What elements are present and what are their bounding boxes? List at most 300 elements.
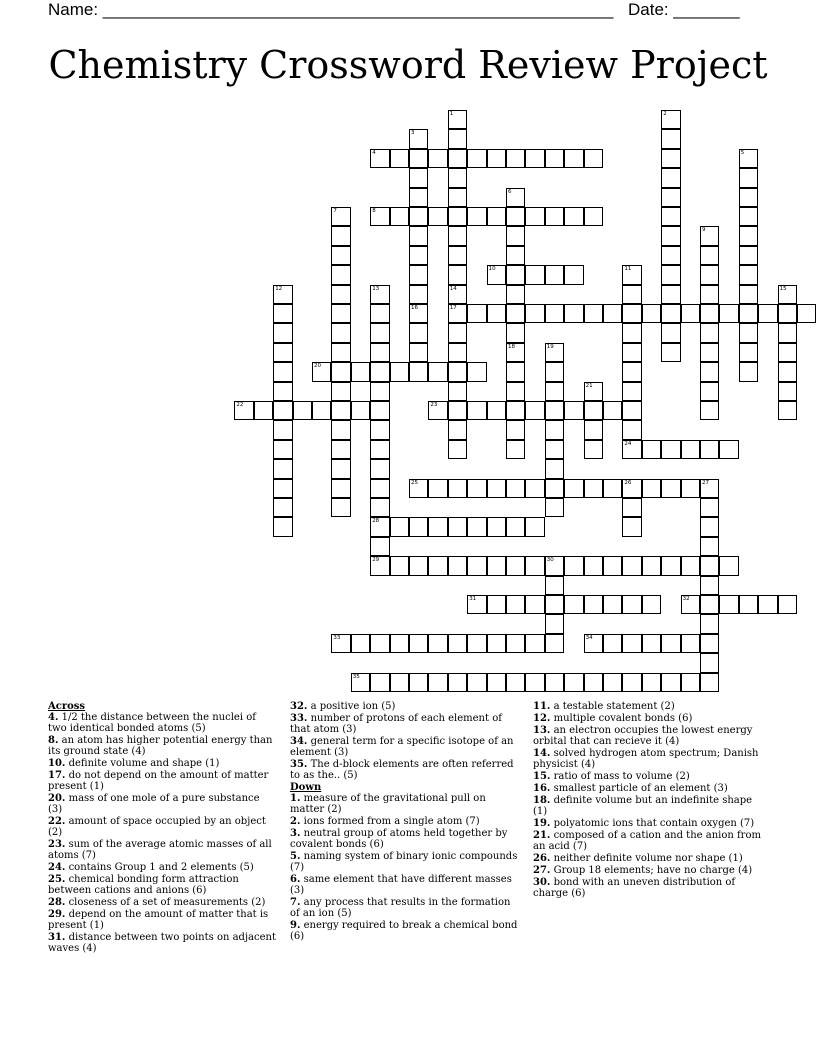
grid-cell[interactable]: [700, 304, 719, 323]
grid-cell[interactable]: [584, 556, 603, 575]
grid-cell[interactable]: [506, 420, 525, 439]
grid-cell[interactable]: [700, 498, 719, 517]
grid-cell[interactable]: [603, 479, 622, 498]
grid-cell[interactable]: [390, 556, 409, 575]
grid-cell[interactable]: [448, 440, 467, 459]
grid-cell[interactable]: [448, 343, 467, 362]
grid-cell[interactable]: [739, 188, 758, 207]
grid-cell[interactable]: [622, 382, 641, 401]
grid-cell[interactable]: [700, 401, 719, 420]
grid-cell[interactable]: [467, 517, 486, 536]
grid-cell[interactable]: [661, 207, 680, 226]
grid-cell[interactable]: [622, 517, 641, 536]
grid-cell[interactable]: [700, 614, 719, 633]
grid-cell[interactable]: [564, 401, 583, 420]
grid-cell[interactable]: [409, 634, 428, 653]
grid-cell[interactable]: [331, 401, 350, 420]
grid-cell[interactable]: [564, 595, 583, 614]
grid-cell[interactable]: [661, 246, 680, 265]
grid-cell[interactable]: [700, 440, 719, 459]
grid-cell[interactable]: [331, 304, 350, 323]
grid-cell[interactable]: [642, 595, 661, 614]
grid-cell[interactable]: [409, 343, 428, 362]
grid-cell[interactable]: [370, 343, 389, 362]
grid-cell[interactable]: [370, 382, 389, 401]
grid-cell[interactable]: [331, 246, 350, 265]
grid-cell[interactable]: [370, 149, 389, 168]
grid-cell[interactable]: [506, 517, 525, 536]
grid-cell[interactable]: [506, 285, 525, 304]
grid-cell[interactable]: [448, 265, 467, 284]
grid-cell[interactable]: [370, 323, 389, 342]
grid-cell[interactable]: [661, 440, 680, 459]
grid-cell[interactable]: [584, 207, 603, 226]
grid-cell[interactable]: [331, 459, 350, 478]
grid-cell[interactable]: [545, 265, 564, 284]
grid-cell[interactable]: [409, 149, 428, 168]
grid-cell[interactable]: [564, 673, 583, 692]
grid-cell[interactable]: [622, 343, 641, 362]
grid-cell[interactable]: [273, 285, 292, 304]
grid-cell[interactable]: [234, 401, 253, 420]
grid-cell[interactable]: [545, 479, 564, 498]
grid-cell[interactable]: [487, 517, 506, 536]
grid-cell[interactable]: [506, 634, 525, 653]
grid-cell[interactable]: [351, 362, 370, 381]
grid-cell[interactable]: [661, 323, 680, 342]
grid-cell[interactable]: [739, 362, 758, 381]
grid-cell[interactable]: [370, 673, 389, 692]
grid-cell[interactable]: [661, 188, 680, 207]
grid-cell[interactable]: [331, 440, 350, 459]
grid-cell[interactable]: [545, 343, 564, 362]
grid-cell[interactable]: [700, 246, 719, 265]
grid-cell[interactable]: [487, 265, 506, 284]
grid-cell[interactable]: [700, 576, 719, 595]
grid-cell[interactable]: [273, 517, 292, 536]
grid-cell[interactable]: [370, 304, 389, 323]
grid-cell[interactable]: [797, 304, 816, 323]
grid-cell[interactable]: [525, 517, 544, 536]
grid-cell[interactable]: [700, 265, 719, 284]
grid-cell[interactable]: [370, 517, 389, 536]
grid-cell[interactable]: [622, 323, 641, 342]
grid-cell[interactable]: [525, 595, 544, 614]
grid-cell[interactable]: [448, 673, 467, 692]
grid-cell[interactable]: [331, 479, 350, 498]
grid-cell[interactable]: [409, 188, 428, 207]
grid-cell[interactable]: [448, 479, 467, 498]
grid-cell[interactable]: [700, 343, 719, 362]
grid-cell[interactable]: [778, 343, 797, 362]
grid-cell[interactable]: [700, 517, 719, 536]
grid-cell[interactable]: [370, 479, 389, 498]
grid-cell[interactable]: [448, 634, 467, 653]
grid-cell[interactable]: [719, 440, 738, 459]
grid-cell[interactable]: [525, 673, 544, 692]
grid-cell[interactable]: [428, 479, 447, 498]
grid-cell[interactable]: [409, 168, 428, 187]
grid-cell[interactable]: [428, 401, 447, 420]
grid-cell[interactable]: [370, 440, 389, 459]
grid-cell[interactable]: [506, 304, 525, 323]
grid-cell[interactable]: [273, 382, 292, 401]
grid-cell[interactable]: [622, 440, 641, 459]
grid-cell[interactable]: [506, 673, 525, 692]
grid-cell[interactable]: [603, 304, 622, 323]
grid-cell[interactable]: [467, 207, 486, 226]
grid-cell[interactable]: [390, 207, 409, 226]
grid-cell[interactable]: [545, 673, 564, 692]
grid-cell[interactable]: [700, 537, 719, 556]
grid-cell[interactable]: [564, 149, 583, 168]
grid-cell[interactable]: [545, 207, 564, 226]
grid-cell[interactable]: [525, 401, 544, 420]
grid-cell[interactable]: [603, 673, 622, 692]
grid-cell[interactable]: [778, 285, 797, 304]
grid-cell[interactable]: [331, 226, 350, 245]
grid-cell[interactable]: [642, 634, 661, 653]
grid-cell[interactable]: [584, 149, 603, 168]
grid-cell[interactable]: [506, 265, 525, 284]
grid-cell[interactable]: [739, 246, 758, 265]
grid-cell[interactable]: [331, 420, 350, 439]
grid-cell[interactable]: [487, 304, 506, 323]
grid-cell[interactable]: [331, 265, 350, 284]
grid-cell[interactable]: [661, 226, 680, 245]
grid-cell[interactable]: [739, 343, 758, 362]
grid-cell[interactable]: [448, 382, 467, 401]
grid-cell[interactable]: [487, 595, 506, 614]
grid-cell[interactable]: [700, 323, 719, 342]
grid-cell[interactable]: [681, 634, 700, 653]
grid-cell[interactable]: [390, 634, 409, 653]
grid-cell[interactable]: [778, 595, 797, 614]
grid-cell[interactable]: [700, 226, 719, 245]
grid-cell[interactable]: [487, 401, 506, 420]
grid-cell[interactable]: [739, 207, 758, 226]
grid-cell[interactable]: [331, 362, 350, 381]
grid-cell[interactable]: [661, 168, 680, 187]
grid-cell[interactable]: [506, 149, 525, 168]
grid-cell[interactable]: [700, 362, 719, 381]
grid-cell[interactable]: [331, 634, 350, 653]
grid-cell[interactable]: [467, 479, 486, 498]
grid-cell[interactable]: [331, 207, 350, 226]
grid-cell[interactable]: [622, 265, 641, 284]
grid-cell[interactable]: [390, 362, 409, 381]
grid-cell[interactable]: [622, 420, 641, 439]
grid-cell[interactable]: [467, 149, 486, 168]
grid-cell[interactable]: [506, 556, 525, 575]
grid-cell[interactable]: [409, 285, 428, 304]
grid-cell[interactable]: [584, 304, 603, 323]
grid-cell[interactable]: [525, 149, 544, 168]
grid-cell[interactable]: [661, 265, 680, 284]
grid-cell[interactable]: [506, 595, 525, 614]
grid-cell[interactable]: [448, 285, 467, 304]
grid-cell[interactable]: [622, 595, 641, 614]
grid-cell[interactable]: [778, 304, 797, 323]
grid-cell[interactable]: [428, 673, 447, 692]
grid-cell[interactable]: [719, 595, 738, 614]
grid-cell[interactable]: [719, 556, 738, 575]
grid-cell[interactable]: [622, 634, 641, 653]
grid-cell[interactable]: [448, 304, 467, 323]
grid-cell[interactable]: [642, 556, 661, 575]
grid-cell[interactable]: [506, 246, 525, 265]
grid-cell[interactable]: [661, 304, 680, 323]
grid-cell[interactable]: [467, 595, 486, 614]
grid-cell[interactable]: [506, 362, 525, 381]
grid-cell[interactable]: [390, 517, 409, 536]
grid-cell[interactable]: [545, 304, 564, 323]
grid-cell[interactable]: [370, 556, 389, 575]
grid-cell[interactable]: [506, 382, 525, 401]
grid-cell[interactable]: [758, 595, 777, 614]
grid-cell[interactable]: [312, 401, 331, 420]
name-field-label[interactable]: Name: ______________________________________________________: [48, 0, 614, 19]
grid-cell[interactable]: [448, 168, 467, 187]
grid-cell[interactable]: [428, 556, 447, 575]
grid-cell[interactable]: [467, 401, 486, 420]
grid-cell[interactable]: [448, 207, 467, 226]
grid-cell[interactable]: [700, 653, 719, 672]
grid-cell[interactable]: [467, 556, 486, 575]
grid-cell[interactable]: [351, 673, 370, 692]
grid-cell[interactable]: [506, 343, 525, 362]
grid-cell[interactable]: [409, 304, 428, 323]
grid-cell[interactable]: [448, 362, 467, 381]
grid-cell[interactable]: [448, 246, 467, 265]
grid-cell[interactable]: [700, 634, 719, 653]
grid-cell[interactable]: [254, 401, 273, 420]
grid-cell[interactable]: [584, 420, 603, 439]
date-field-label[interactable]: Date: _______: [628, 0, 740, 19]
grid-cell[interactable]: [487, 556, 506, 575]
grid-cell[interactable]: [584, 382, 603, 401]
grid-cell[interactable]: [448, 129, 467, 148]
grid-cell[interactable]: [700, 556, 719, 575]
grid-cell[interactable]: [545, 420, 564, 439]
grid-cell[interactable]: [642, 673, 661, 692]
grid-cell[interactable]: [409, 207, 428, 226]
grid-cell[interactable]: [778, 401, 797, 420]
grid-cell[interactable]: [409, 323, 428, 342]
grid-cell[interactable]: [545, 401, 564, 420]
grid-cell[interactable]: [584, 479, 603, 498]
grid-cell[interactable]: [700, 479, 719, 498]
grid-cell[interactable]: [661, 285, 680, 304]
grid-cell[interactable]: [487, 149, 506, 168]
grid-cell[interactable]: [370, 498, 389, 517]
grid-cell[interactable]: [778, 382, 797, 401]
grid-cell[interactable]: [273, 323, 292, 342]
grid-cell[interactable]: [642, 479, 661, 498]
grid-cell[interactable]: [545, 498, 564, 517]
grid-cell[interactable]: [739, 595, 758, 614]
grid-cell[interactable]: [603, 556, 622, 575]
grid-cell[interactable]: [661, 149, 680, 168]
grid-cell[interactable]: [409, 673, 428, 692]
grid-cell[interactable]: [525, 304, 544, 323]
grid-cell[interactable]: [331, 382, 350, 401]
grid-cell[interactable]: [661, 343, 680, 362]
grid-cell[interactable]: [661, 129, 680, 148]
grid-cell[interactable]: [506, 207, 525, 226]
grid-cell[interactable]: [467, 304, 486, 323]
grid-cell[interactable]: [448, 517, 467, 536]
grid-cell[interactable]: [273, 343, 292, 362]
grid-cell[interactable]: [273, 304, 292, 323]
grid-cell[interactable]: [778, 323, 797, 342]
grid-cell[interactable]: [428, 149, 447, 168]
grid-cell[interactable]: [622, 304, 641, 323]
grid-cell[interactable]: [409, 517, 428, 536]
grid-cell[interactable]: [584, 440, 603, 459]
grid-cell[interactable]: [564, 556, 583, 575]
grid-cell[interactable]: [545, 576, 564, 595]
grid-cell[interactable]: [622, 285, 641, 304]
grid-cell[interactable]: [448, 323, 467, 342]
grid-cell[interactable]: [370, 362, 389, 381]
grid-cell[interactable]: [661, 634, 680, 653]
grid-cell[interactable]: [331, 343, 350, 362]
grid-cell[interactable]: [584, 595, 603, 614]
grid-cell[interactable]: [778, 362, 797, 381]
grid-cell[interactable]: [467, 634, 486, 653]
grid-cell[interactable]: [545, 459, 564, 478]
grid-cell[interactable]: [506, 226, 525, 245]
grid-cell[interactable]: [351, 634, 370, 653]
grid-cell[interactable]: [331, 498, 350, 517]
grid-cell[interactable]: [428, 634, 447, 653]
grid-cell[interactable]: [351, 401, 370, 420]
grid-cell[interactable]: [448, 556, 467, 575]
grid-cell[interactable]: [545, 440, 564, 459]
grid-cell[interactable]: [525, 556, 544, 575]
grid-cell[interactable]: [545, 614, 564, 633]
grid-cell[interactable]: [739, 265, 758, 284]
grid-cell[interactable]: [370, 459, 389, 478]
grid-cell[interactable]: [448, 226, 467, 245]
grid-cell[interactable]: [390, 149, 409, 168]
grid-cell[interactable]: [564, 265, 583, 284]
grid-cell[interactable]: [545, 634, 564, 653]
grid-cell[interactable]: [487, 673, 506, 692]
grid-cell[interactable]: [409, 246, 428, 265]
grid-cell[interactable]: [293, 401, 312, 420]
grid-cell[interactable]: [525, 265, 544, 284]
grid-cell[interactable]: [409, 226, 428, 245]
grid-cell[interactable]: [622, 362, 641, 381]
grid-cell[interactable]: [370, 537, 389, 556]
grid-cell[interactable]: [273, 479, 292, 498]
grid-cell[interactable]: [506, 401, 525, 420]
grid-cell[interactable]: [603, 634, 622, 653]
grid-cell[interactable]: [681, 304, 700, 323]
grid-cell[interactable]: [487, 634, 506, 653]
grid-cell[interactable]: [487, 207, 506, 226]
grid-cell[interactable]: [331, 285, 350, 304]
grid-cell[interactable]: [739, 168, 758, 187]
grid-cell[interactable]: [661, 479, 680, 498]
grid-cell[interactable]: [390, 673, 409, 692]
grid-cell[interactable]: [428, 362, 447, 381]
grid-cell[interactable]: [739, 304, 758, 323]
grid-cell[interactable]: [370, 285, 389, 304]
grid-cell[interactable]: [681, 440, 700, 459]
grid-cell[interactable]: [545, 382, 564, 401]
grid-cell[interactable]: [370, 634, 389, 653]
grid-cell[interactable]: [661, 673, 680, 692]
grid-cell[interactable]: [448, 149, 467, 168]
grid-cell[interactable]: [622, 673, 641, 692]
grid-cell[interactable]: [428, 207, 447, 226]
grid-cell[interactable]: [448, 188, 467, 207]
grid-cell[interactable]: [409, 362, 428, 381]
grid-cell[interactable]: [525, 479, 544, 498]
grid-cell[interactable]: [428, 517, 447, 536]
grid-cell[interactable]: [312, 362, 331, 381]
grid-cell[interactable]: [642, 440, 661, 459]
grid-cell[interactable]: [739, 323, 758, 342]
grid-cell[interactable]: [331, 323, 350, 342]
grid-cell[interactable]: [273, 459, 292, 478]
grid-cell[interactable]: [525, 634, 544, 653]
grid-cell[interactable]: [273, 401, 292, 420]
grid-cell[interactable]: [758, 304, 777, 323]
grid-cell[interactable]: [273, 440, 292, 459]
grid-cell[interactable]: [467, 673, 486, 692]
grid-cell[interactable]: [739, 226, 758, 245]
grid-cell[interactable]: [506, 440, 525, 459]
grid-cell[interactable]: [370, 207, 389, 226]
grid-cell[interactable]: [584, 634, 603, 653]
grid-cell[interactable]: [409, 479, 428, 498]
grid-cell[interactable]: [545, 362, 564, 381]
grid-cell[interactable]: [564, 304, 583, 323]
grid-cell[interactable]: [719, 304, 738, 323]
grid-cell[interactable]: [700, 382, 719, 401]
grid-cell[interactable]: [603, 595, 622, 614]
grid-cell[interactable]: [273, 420, 292, 439]
grid-cell[interactable]: [273, 498, 292, 517]
grid-cell[interactable]: [370, 420, 389, 439]
grid-cell[interactable]: [739, 149, 758, 168]
grid-cell[interactable]: [622, 401, 641, 420]
grid-cell[interactable]: [700, 673, 719, 692]
grid-cell[interactable]: [603, 401, 622, 420]
grid-cell[interactable]: [681, 595, 700, 614]
grid-cell[interactable]: [584, 673, 603, 692]
grid-cell[interactable]: [545, 595, 564, 614]
grid-cell[interactable]: [448, 401, 467, 420]
grid-cell[interactable]: [700, 285, 719, 304]
grid-cell[interactable]: [700, 595, 719, 614]
grid-cell[interactable]: [661, 110, 680, 129]
grid-cell[interactable]: [273, 362, 292, 381]
grid-cell[interactable]: [681, 479, 700, 498]
grid-cell[interactable]: [487, 479, 506, 498]
grid-cell[interactable]: [681, 556, 700, 575]
grid-cell[interactable]: [409, 556, 428, 575]
grid-cell[interactable]: [642, 304, 661, 323]
grid-cell[interactable]: [661, 556, 680, 575]
grid-cell[interactable]: [564, 207, 583, 226]
grid-cell[interactable]: [622, 556, 641, 575]
grid-cell[interactable]: [409, 265, 428, 284]
